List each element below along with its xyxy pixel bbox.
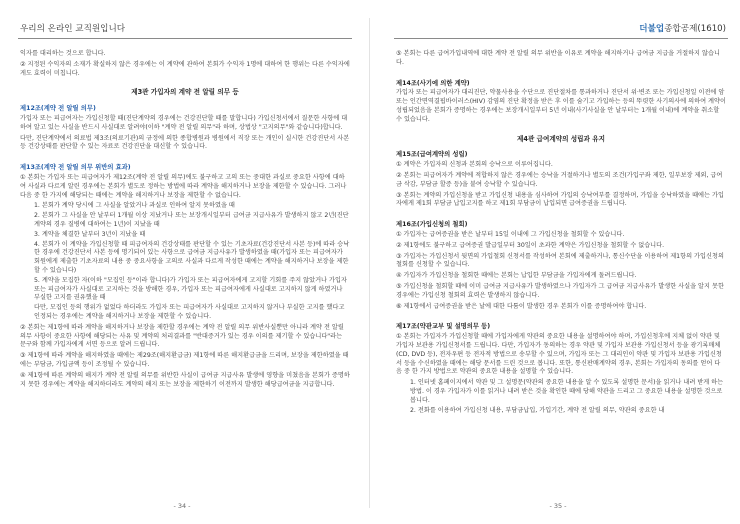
list-item: 2. 전화를 이용하여 가입신청 내용, 부담금납입, 가입기간, 계약 전 알릴 의무, 약관의 중요한 내 [410,406,665,414]
paragraph: ① 가입자는 급여증권을 받은 날부터 15일 이내에 그 가입신청을 철회할 수 있습니다. [396,230,625,238]
header-rule [394,38,728,39]
numbered-list [396,379,726,415]
right-page [382,0,734,524]
paragraph: ⑤ 본회는 다른 급여가입내역에 대한 계약 전 알릴 의무 위반을 이유로 계약을 해지하거나 급여금 지급을 거절하지 않습니다. [396,50,720,66]
running-head: 우리의 온라인 교직원입니다 [20,24,126,34]
paragraph: ③ 본회는 계약의 가입신청을 받고 가입신청 내용을 심사하여 가입의 승낙여부를 결정하며, 가입을 승낙하였을 때에는 가입자에게 제1회 부담금 납입고지를 하고 제1회 부담금이 납입되면 급여증권을 드립니다. [396,191,724,208]
left-page [6,0,358,524]
running-head-title: 종합공제(1610) [664,24,726,34]
paragraph: ④ 제1항에 따른 계약의 해지가 계약 전 알릴 의무를 위반한 사실이 급여금 지급사유 발생에 영향을 미쳤음을 본회가 증명하지 못한 경우에는 계약을 해지하더라도 계약의 해지 또는 보장을 제한하기 이전까지 발생한 해당급여금을 지급합니다. [20,371,350,388]
paragraph: ④ 가입자가 가입신청을 철회한 때에는 본회는 납입한 부담금을 가입자에게 돌려드립니다. [396,272,637,280]
paragraph: ① 본회는 가입자 또는 피급여자가 제12조(계약 전 알릴 의무)에도 불구하고 고의 또는 중대한 과실로 중요한 사항에 대하여 사실과 다르게 알린 경우에는 본회가 별도로 정하는 방법에 따라 계약을 해지하거나 보장을 제한할 수 있습니다. 그러나 다음 중 한 가지에 해당되는 때에는 계약을 해지하거나 보장을 제한할 수 없습니다. [20,173,347,199]
paragraph: ① 본회는 가입자가 가입신청할 때에 가입자에게 약관의 중요한 내용을 설명하여야 하며, 가입신청후에 지체 없이 약관 및 가입자 보관용 가입신청서를 드립니다. 다만, 가입자가 동의하는 경우 약관 및 가입자 보관용 가입신청서 등을 광기록매체(CD, DVD 등), 전자우편 등 전자적 방법으로 송부할 수 있으며, 가입자 또는 그 대리인이 약관 및 가입자 보관용 가입신청서 등을 수신하였을 때에는 해당 문서를 드린 것으로 봅니다. 또한, 통신판매계약의 경우, 본회는 가입자의 동의를 얻어 다음 중 한 가지 방법으로 약관의 중요한 내용을 설명할 수 있습니다. [396,333,722,376]
paragraph: ② 본회는 피급여자가 계약에 적합하지 않은 경우에는 승낙을 거절하거나 별도의 조건(가입구좌 제한, 일부보장 제외, 급여금 삭감, 부담금 할증 등)을 붙여 승낙할 수 있습니다. [396,171,723,188]
paragraph: ③ 가입자는 가입신청서 뒷면의 가입철회 신청서를 작성하여 본회에 제출하거나, 통신수단을 이용하여 제1항의 가입신청의 철회를 신청할 수 있습니다. [396,252,724,269]
paragraph: 가입자 또는 피급여자가 대리진단, 약물사용을 수단으로 진단절차를 통과하거나 진단서 위·변조 또는 가입신청일 이전에 암 또는 인간면역결핍바이러스(HIV) 감염의 진단 확정을 받은 후 이를 숨기고 가입하는 등의 뚜렷한 사기의사에 의하여 계약이 성립되었음을 본회가 증명하는 경우에는 보장개시일부터 5년 이내(사기사실을 안 날부터는 1개월 이내)에 계약을 취소할 수 있습니다. [396,89,726,123]
paragraph: ⑥ 제1항에서 급여증권을 받은 날에 대한 다툼이 발생한 경우 본회가 이를 증명하여야 합니다. [396,302,647,310]
list-item: 2. 본회가 그 사실을 안 날부터 1개월 이상 지났거나 또는 보장개시일부터 급여금 지급사유가 발생하지 않고 2년(진단계약의 경우 질병에 대하여는 1년)이 지났을 때 [34,212,349,228]
paragraph: 다만, 진단계약에서 의료법 제3조(의료기관)의 규정에 의한 종합병원과 병원에서 직장 또는 개인이 실시한 건강진단서 사본 등 건강상태를 판단할 수 있는 자료로 건강진단을 대신할 수 있습니다. [20,134,350,151]
paragraph: ② 제1항에도 불구하고 급여증권 발급일부터 30일이 초과한 계약은 가입신청을 철회할 수 없습니다. [396,241,665,249]
paragraph: ① 계약은 가입자의 신청과 본회의 승낙으로 이루어집니다. [396,161,553,169]
paragraph: ⑤ 가입신청을 철회할 때에 이미 급여금 지급사유가 발생하였으나 가입자가 그 급여금 지급사유가 발생한 사실을 알지 못한 경우에는 가입신청 철회의 효력은 발생하지 않습니다. [396,282,724,299]
paragraph: ③ 제1항에 따라 계약을 해지하였을 때에는 제29조(해지환급금) 제1항에 따른 해지환급금을 드리며, 보장을 제한하였을 때에는 부담금, 가입금액 등이 조정될 수 있습니다. [20,352,349,368]
running-head [639,22,726,34]
list-item: 3. 계약을 체결한 날부터 3년이 지났을 때 [34,230,146,238]
article-heading: 제15조(급여계약의 성립) [396,151,468,159]
article-heading: 제16조(가입신청의 철회) [396,221,468,229]
list-item: 5. 계약을 모집한 자(이하 "모집인 등"이라 합니다)가 가입자 또는 피급여자에게 고지할 기회를 주지 않았거나 가입자 또는 피급여자가 사실대로 고지하는 것을 방해한 경우, 가입자 또는 피급여자에게 사실대로 고지하지 않게 하였거나 부실한 고지를 권유했을 때 [34,276,347,302]
header-rule [18,38,352,39]
paragraph: 익자를 대리하는 것으로 합니다. [20,50,106,57]
page-body [396,50,726,417]
article-heading: 제14조(사기에 의한 계약) [396,79,470,87]
article-heading: 제17조(약관교부 및 설명의무 등) [396,323,491,331]
chapter-heading: 제3관 가입자의 계약 전 알릴 의무 등 [131,88,239,97]
brand-name: 더불업 [639,24,665,34]
list-item: 4. 본회가 이 계약을 가입신청할 때 피급여자의 건강상태를 판단할 수 있는 기초자료(건강진단서 사본 등)에 따라 승낙한 경우에 건강진단서 사본 등에 명기되어 있는 사항으로 급여금 지급사유가 발생하였을 때(가입자 또는 피급여자가 회원에게 제출한 기초자료의 내용 중 중요사항을 고의로 사실과 다르게 작성한 때에는 계약을 해지하거나 보장을 제한할 수 있습니다) [34,240,350,274]
chapter-heading: 제4관 급여계약의 성립과 유지 [517,134,605,143]
paragraph: ② 지정된 수익자의 소재가 확실하지 않은 경우에는 이 계약에 관하여 본회가 수익자 1명에 대하여 한 행위는 다른 수익자에게도 효력이 미칩니다. [20,60,350,77]
list-item: 1. 본회가 계약 당시에 그 사실을 알았거나 과실로 인하여 알지 못하였을 때 [34,202,235,210]
page-number: - 35 - [549,502,567,510]
list-item: 1. 인터넷 홈페이지에서 약관 및 그 설명문(약관의 중요한 내용을 알 수 있도록 설명한 문서)을 읽거나 내려 받게 하는 방법. 이 경우 가입자가 이를 읽거나 내려 받은 것을 확인한 때에 당해 약관을 드리고 그 중요한 내용을 설명한 것으로 봅니다. [410,379,724,404]
list-item: 다만, 모집인 등의 행위가 없었다 하더라도 가입자 또는 피급여자가 사실대로 고지하지 않거나 부실한 고지를 했다고 인정되는 경우에는 계약을 해지하거나 보장을 제한할 수 있습니다. [34,304,345,320]
article-heading: 제13조(계약 전 알릴 의무 위반의 효과) [20,164,131,172]
numbered-list [20,202,350,321]
page-body [20,50,350,391]
page-number: - 34 - [173,502,191,510]
article-heading: 제12조(계약 전 알릴 의무) [20,105,96,113]
page-gutter [369,18,370,508]
paragraph: 가입자 또는 피급여자는 가입신청할 때(진단계약의 경우에는 건강진단할 때를 말합니다) 가입신청서에서 질문한 사항에 대하여 알고 있는 사실을 반드시 사실대로 알려야(이하 "계약 전 알릴 의무"라 하며, 상법상 "고지의무"와 같습니다)합니다. [20,114,348,131]
paragraph: ② 본회는 제1항에 따라 계약을 해지하거나 보장을 제한할 경우에는 계약 전 알릴 의무 위반사실뿐만 아니라 계약 전 알릴 의무 사항이 중요한 사항에 해당되는 사유 및 계약의 처리결과를 "반대증거가 있는 경우 이의를 제기할 수 있습니다"라는 문구와 함께 가입자에게 서면 등으로 알려 드립니다. [20,323,344,349]
